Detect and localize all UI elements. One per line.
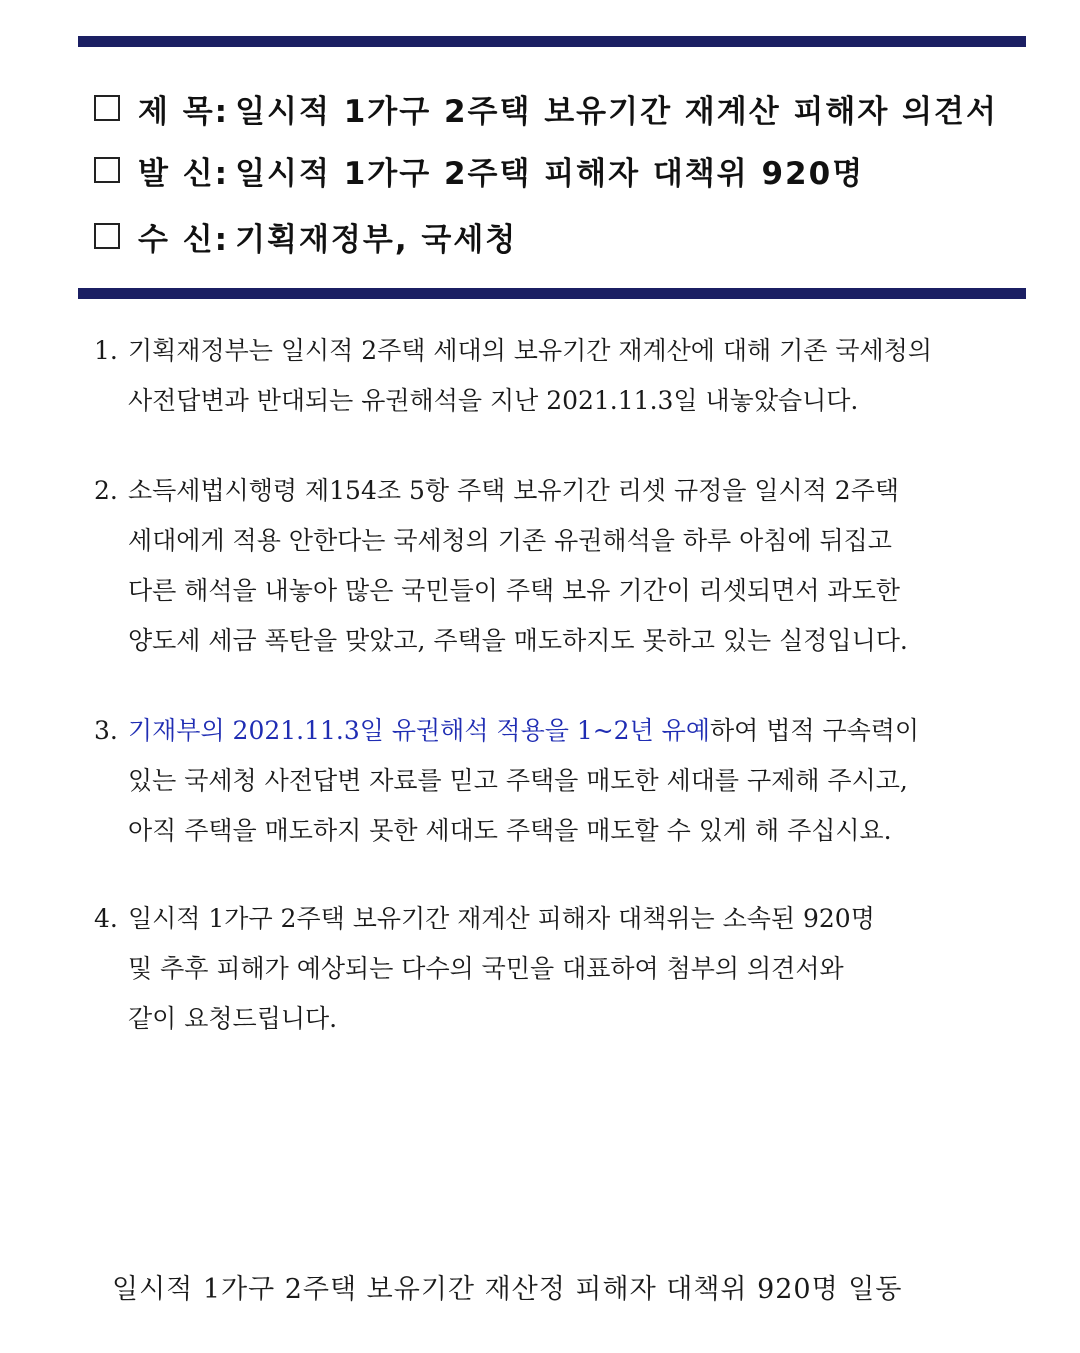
sender-label: 발 신: — [138, 155, 230, 192]
paragraph-line: 같이 요청드립니다. — [128, 1004, 338, 1033]
paragraph-line — [94, 706, 1030, 756]
sender-value: 일시적 1가구 2주택 피해자 대책위 920명 — [235, 155, 865, 192]
top-divider — [78, 36, 1026, 47]
paragraph-line — [94, 326, 1030, 376]
sender-line — [94, 146, 864, 194]
checkbox-icon — [94, 157, 120, 183]
paragraph-number: 1. — [94, 336, 118, 365]
signature-footer: 일시적 1가구 2주택 보유기간 재산정 피해자 대책위 920명 일동 — [112, 1274, 903, 1305]
paragraph-line: 사전답변과 반대되는 유권해석을 지난 2021.11.3일 내놓았습니다. — [128, 386, 859, 415]
paragraph-text: 하여 법적 구속력이 — [709, 716, 920, 745]
paragraph-line: 있는 국세청 사전답변 자료를 믿고 주택을 매도한 세대를 구제해 주시고, — [128, 766, 908, 795]
paragraph-number: 4. — [94, 904, 118, 933]
paragraph-text: 기획재정부는 일시적 2주택 세대의 보유기간 재계산에 대해 기존 국세청의 — [128, 336, 932, 365]
paragraph-line — [94, 894, 1030, 944]
paragraph-3 — [94, 706, 1030, 856]
paragraph-line — [94, 466, 1030, 516]
recipient-line — [94, 212, 517, 260]
paragraph-1 — [94, 326, 1030, 426]
paragraph-4 — [94, 894, 1030, 1044]
paragraph-text: 소득세법시행령 제154조 5항 주택 보유기간 리셋 규정을 일시적 2주택 — [128, 476, 900, 505]
subject-line — [94, 84, 998, 132]
subject-label: 제 목: — [138, 93, 230, 130]
highlighted-request: 기재부의 2021.11.3일 유권해석 적용을 1~2년 유예 — [128, 716, 710, 745]
paragraph-2 — [94, 466, 1030, 666]
recipient-value: 기획재정부, 국세청 — [235, 221, 518, 258]
recipient-label: 수 신: — [138, 221, 230, 258]
paragraph-text: 일시적 1가구 2주택 보유기간 재계산 피해자 대책위는 소속된 920명 — [128, 904, 875, 933]
checkbox-icon — [94, 223, 120, 249]
paragraph-line: 세대에게 적용 안한다는 국세청의 기존 유권해석을 하루 아침에 뒤집고 — [128, 526, 892, 555]
bottom-divider — [78, 288, 1026, 299]
paragraph-line: 양도세 세금 폭탄을 맞았고, 주택을 매도하지도 못하고 있는 실정입니다. — [128, 626, 908, 655]
paragraph-number: 2. — [94, 476, 118, 505]
paragraph-line: 아직 주택을 매도하지 못한 세대도 주택을 매도할 수 있게 해 주십시요. — [128, 816, 892, 845]
paragraph-number: 3. — [94, 716, 118, 745]
paragraph-line: 및 추후 피해가 예상되는 다수의 국민을 대표하여 첨부의 의견서와 — [128, 954, 844, 983]
subject-value: 일시적 1가구 2주택 보유기간 재계산 피해자 의견서 — [235, 93, 998, 130]
paragraph-line: 다른 해석을 내놓아 많은 국민들이 주택 보유 기간이 리셋되면서 과도한 — [128, 576, 900, 605]
checkbox-icon — [94, 95, 120, 121]
